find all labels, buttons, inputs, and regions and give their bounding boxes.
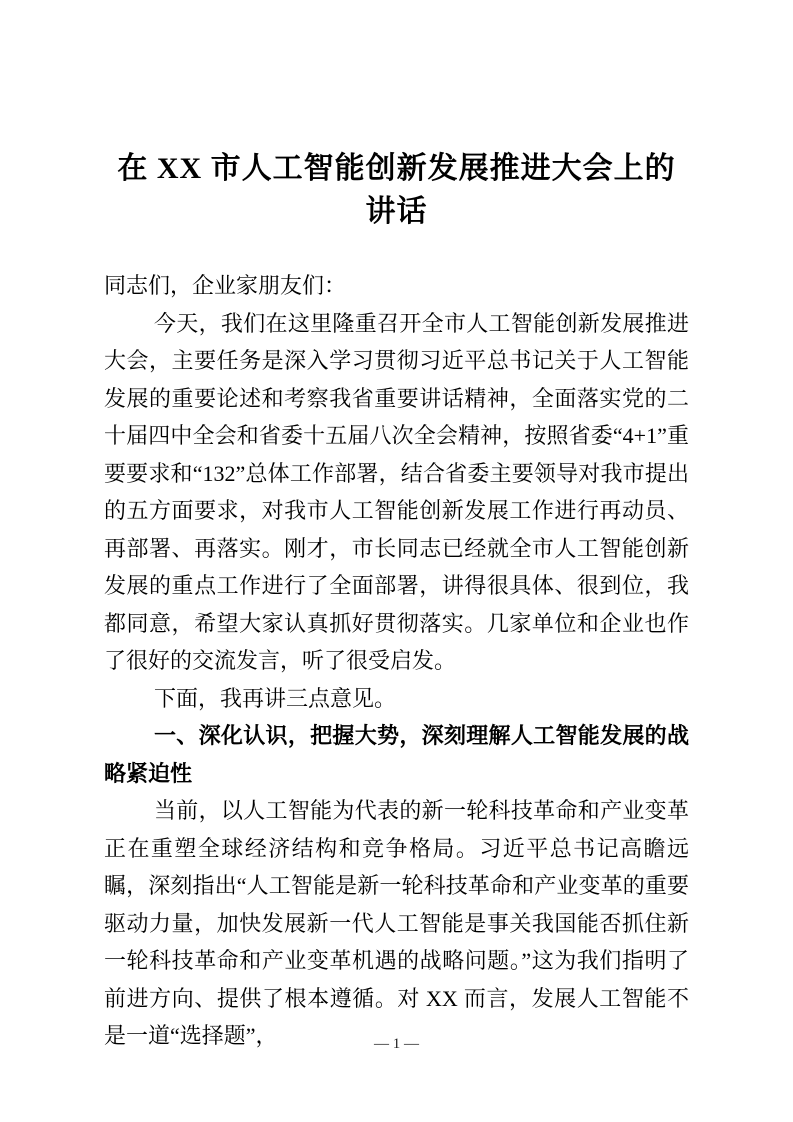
- salutation-line: 同志们，企业家朋友们：: [104, 273, 347, 298]
- page-number: — 1 —: [374, 1036, 419, 1052]
- paragraph-section-1-body: 当前，以人工智能为代表的新一轮科技革命和产业变革正在重塑全球经济结构和竞争格局。习近平总书记高瞻远瞩，深刻指出“人工智能是新一轮科技革命和产业变革的重要驱动力量，加快发展新一代人工智能是事关我国能否抓住新一轮科技革命和产业变革机遇的战略问题。”这为我们指明了前进方向、提供了根本遵循。对 XX 而言，发展人工智能不是一道“选择题”，: [104, 798, 689, 1048]
- document-content: [104, 147, 689, 1055]
- document-title-line-1: 在 XX 市人工智能创新发展推进大会上的: [117, 152, 676, 185]
- page-footer: [0, 1036, 793, 1053]
- document-title: [104, 147, 689, 233]
- section-heading-1: 一、深化认识，把握大势，深刻理解人工智能发展的战略紧迫性: [104, 723, 689, 786]
- document-body: [104, 267, 689, 1055]
- document-title-line-2: 讲话: [365, 195, 428, 228]
- paragraph-transition: 下面，我再讲三点意见。: [154, 685, 397, 711]
- paragraph-opening: 今天，我们在这里隆重召开全市人工智能创新发展推进大会，主要任务是深入学习贯彻习近平总书记关于人工智能发展的重要论述和考察我省重要讲话精神，全面落实党的二十届四中全会和省委十五届八次全会精神，按照省委“4+1”重要要求和“132”总体工作部署，结合省委主要领导对我市提出的五方面要求，对我市人工智能创新发展工作进行再动员、再部署、再落实。刚才，市长同志已经就全市人工智能创新发展的重点工作进行了全面部署，讲得很具体、很到位，我都同意，希望大家认真抓好贯彻落实。几家单位和企业也作了很好的交流发言，听了很受启发。: [104, 310, 689, 673]
